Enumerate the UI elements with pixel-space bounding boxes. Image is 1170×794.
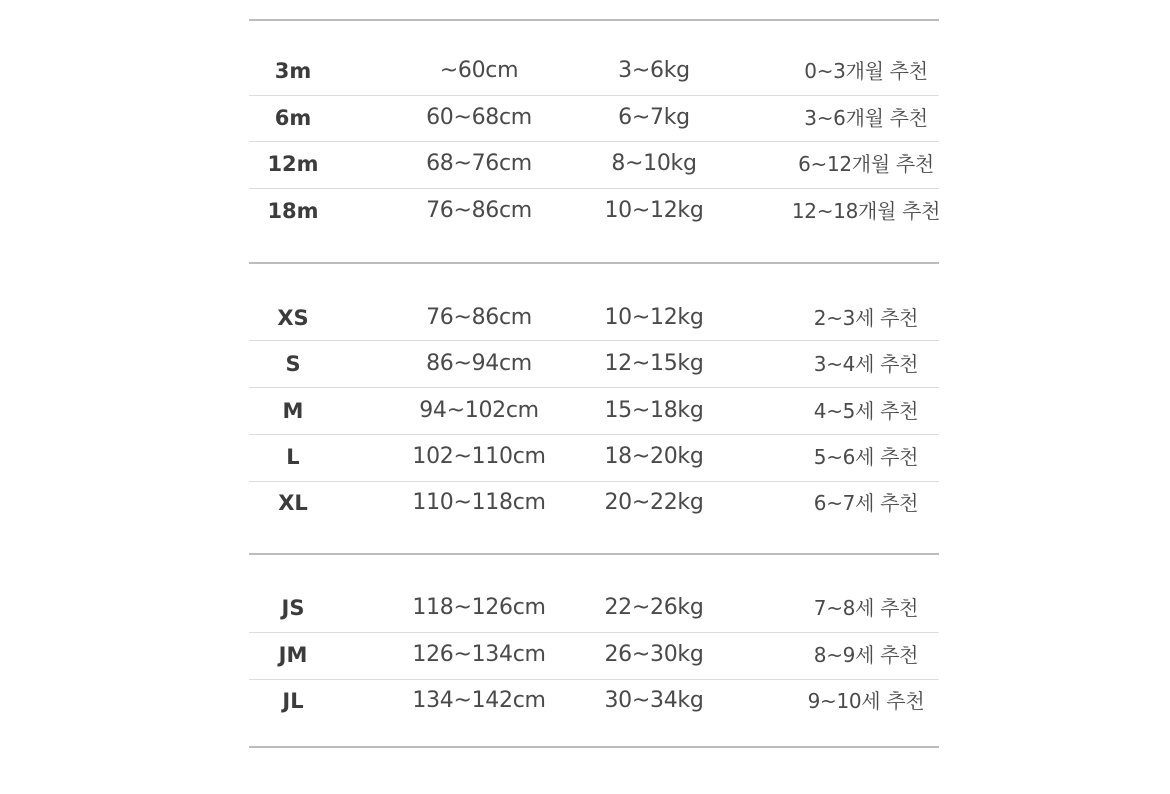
size-row-6m (249, 95, 939, 141)
size-row-12m (249, 141, 939, 187)
group-divider (249, 553, 939, 555)
weight-range: 12~15kg (604, 351, 704, 376)
size-label: 12m (267, 152, 319, 176)
age-recommendation: 3~6개월 추천 (804, 106, 928, 130)
size-row-js (249, 585, 939, 631)
height-range: 118~126cm (412, 595, 546, 620)
size-label: S (285, 352, 301, 376)
weight-range: 18~20kg (604, 444, 704, 469)
size-row-jl (249, 678, 939, 724)
size-row-18m (249, 188, 939, 234)
group-divider (249, 19, 939, 21)
age-recommendation: 0~3개월 추천 (804, 59, 928, 83)
age-recommendation: 9~10세 추천 (807, 689, 925, 713)
age-recommendation: 6~7세 추천 (813, 491, 919, 515)
size-label: XS (277, 306, 309, 330)
weight-range: 6~7kg (618, 105, 690, 130)
age-recommendation: 7~8세 추천 (813, 596, 919, 620)
group-divider (249, 262, 939, 264)
size-row-m (249, 388, 939, 434)
size-label: 6m (274, 106, 312, 130)
size-chart-table (249, 0, 939, 794)
age-recommendation: 8~9세 추천 (813, 643, 919, 667)
weight-range: 20~22kg (604, 490, 704, 515)
size-row-xl (249, 480, 939, 526)
height-range: 94~102cm (419, 398, 539, 423)
size-row-jm (249, 632, 939, 678)
weight-range: 26~30kg (604, 642, 704, 667)
weight-range: 10~12kg (604, 198, 704, 223)
size-label: JL (282, 689, 304, 713)
height-range: 126~134cm (412, 642, 546, 667)
size-label: L (286, 445, 300, 469)
age-recommendation: 6~12개월 추천 (798, 152, 934, 176)
size-label: JM (278, 643, 308, 667)
height-range: 102~110cm (412, 444, 546, 469)
height-range: ~60cm (439, 58, 519, 83)
size-label: XL (278, 491, 308, 515)
size-row-3m (249, 48, 939, 94)
size-row-xs (249, 295, 939, 341)
group-divider (249, 746, 939, 748)
height-range: 76~86cm (426, 198, 532, 223)
height-range: 68~76cm (426, 151, 532, 176)
height-range: 110~118cm (412, 490, 546, 515)
height-range: 86~94cm (426, 351, 532, 376)
age-recommendation: 4~5세 추천 (813, 399, 919, 423)
size-label: M (282, 399, 304, 423)
weight-range: 8~10kg (611, 151, 697, 176)
age-recommendation: 3~4세 추천 (813, 352, 919, 376)
size-row-s (249, 341, 939, 387)
height-range: 76~86cm (426, 305, 532, 330)
height-range: 134~142cm (412, 688, 546, 713)
age-recommendation: 2~3세 추천 (813, 306, 919, 330)
size-label: 3m (274, 59, 312, 83)
size-label: 18m (267, 199, 319, 223)
weight-range: 30~34kg (604, 688, 704, 713)
weight-range: 22~26kg (604, 595, 704, 620)
age-recommendation: 12~18개월 추천 (791, 199, 941, 223)
age-recommendation: 5~6세 추천 (813, 445, 919, 469)
weight-range: 10~12kg (604, 305, 704, 330)
size-row-l (249, 434, 939, 480)
size-label: JS (281, 596, 305, 620)
height-range: 60~68cm (426, 105, 532, 130)
weight-range: 3~6kg (618, 58, 690, 83)
weight-range: 15~18kg (604, 398, 704, 423)
